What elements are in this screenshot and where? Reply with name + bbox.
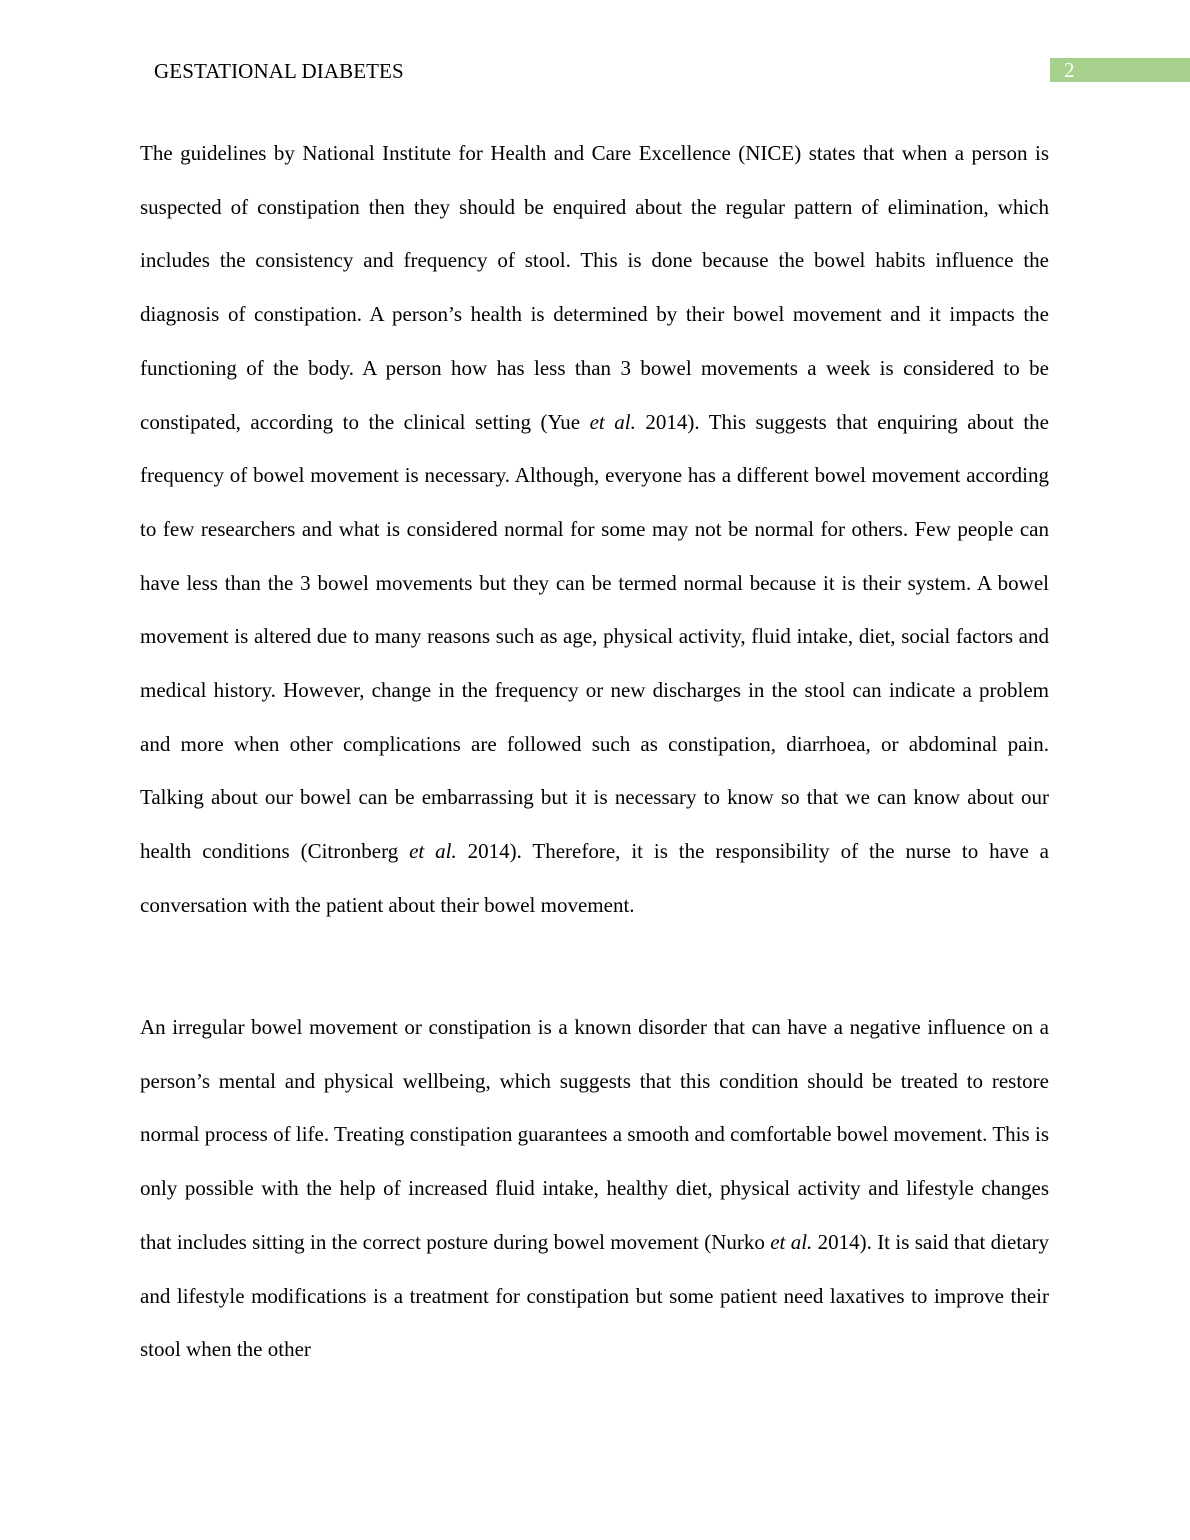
- paragraph-text: 2014). This suggests that enquiring about the frequency of bowel movement is necessary. Although, everyone has a different bowel movement according to few researchers and what is considered normal for some may not be normal for others. Few people can have less than the 3 bowel movements but they can be termed normal because it is their system. A bowel movement is altered due to many reasons such as age, physical activity, fluid intake, diet, social factors and medical history. However, change in the frequency or new discharges in the stool can indicate a problem and more when other complications are followed such as constipation, diarrhoea, or abdominal pain. Talking about our bowel can be embarrassing but it is necessary to know so that we can know about our health conditions (Citronberg: [140, 409, 1049, 864]
- page-number: 2: [1050, 58, 1190, 82]
- citation-et-al: et al.: [770, 1229, 813, 1254]
- running-header-title: GESTATIONAL DIABETES: [154, 59, 404, 83]
- citation-et-al: et al.: [409, 839, 457, 864]
- paragraph-text: An irregular bowel movement or constipation is a known disorder that can have a negative influence on a person’s mental and physical wellbeing, which suggests that this condition should be treated to restore normal process of life. Treating constipation guarantees a smooth and comfortable bowel movement. This is only possible with the help of increased fluid intake, healthy diet, physical activity and lifestyle changes that includes sitting in the correct posture during bowel movement (Nurko: [140, 1015, 1049, 1254]
- citation-et-al: et al.: [589, 409, 636, 434]
- body-paragraph: [140, 127, 1049, 933]
- paragraph-text: The guidelines by National Institute for Health and Care Excellence (NICE) states that when a person is suspected of constipation then they should be enquired about the regular pattern of elimination, which includes the consistency and frequency of stool. This is done because the bowel habits influence the diagnosis of constipation. A person’s health is determined by their bowel movement and it impacts the functioning of the body. A person how has less than 3 bowel movements a week is considered to be constipated, according to the clinical setting (Yue: [140, 141, 1049, 434]
- body-paragraph: [140, 1001, 1049, 1377]
- paragraph-text: 2014). It is said that dietary and lifestyle modifications is a treatment for constipation but some patient need laxatives to improve their stool when the other: [140, 1229, 1049, 1362]
- paragraph-text: 2014). Therefore, it is the responsibility of the nurse to have a conversation with the patient about their bowel movement.: [140, 839, 1049, 917]
